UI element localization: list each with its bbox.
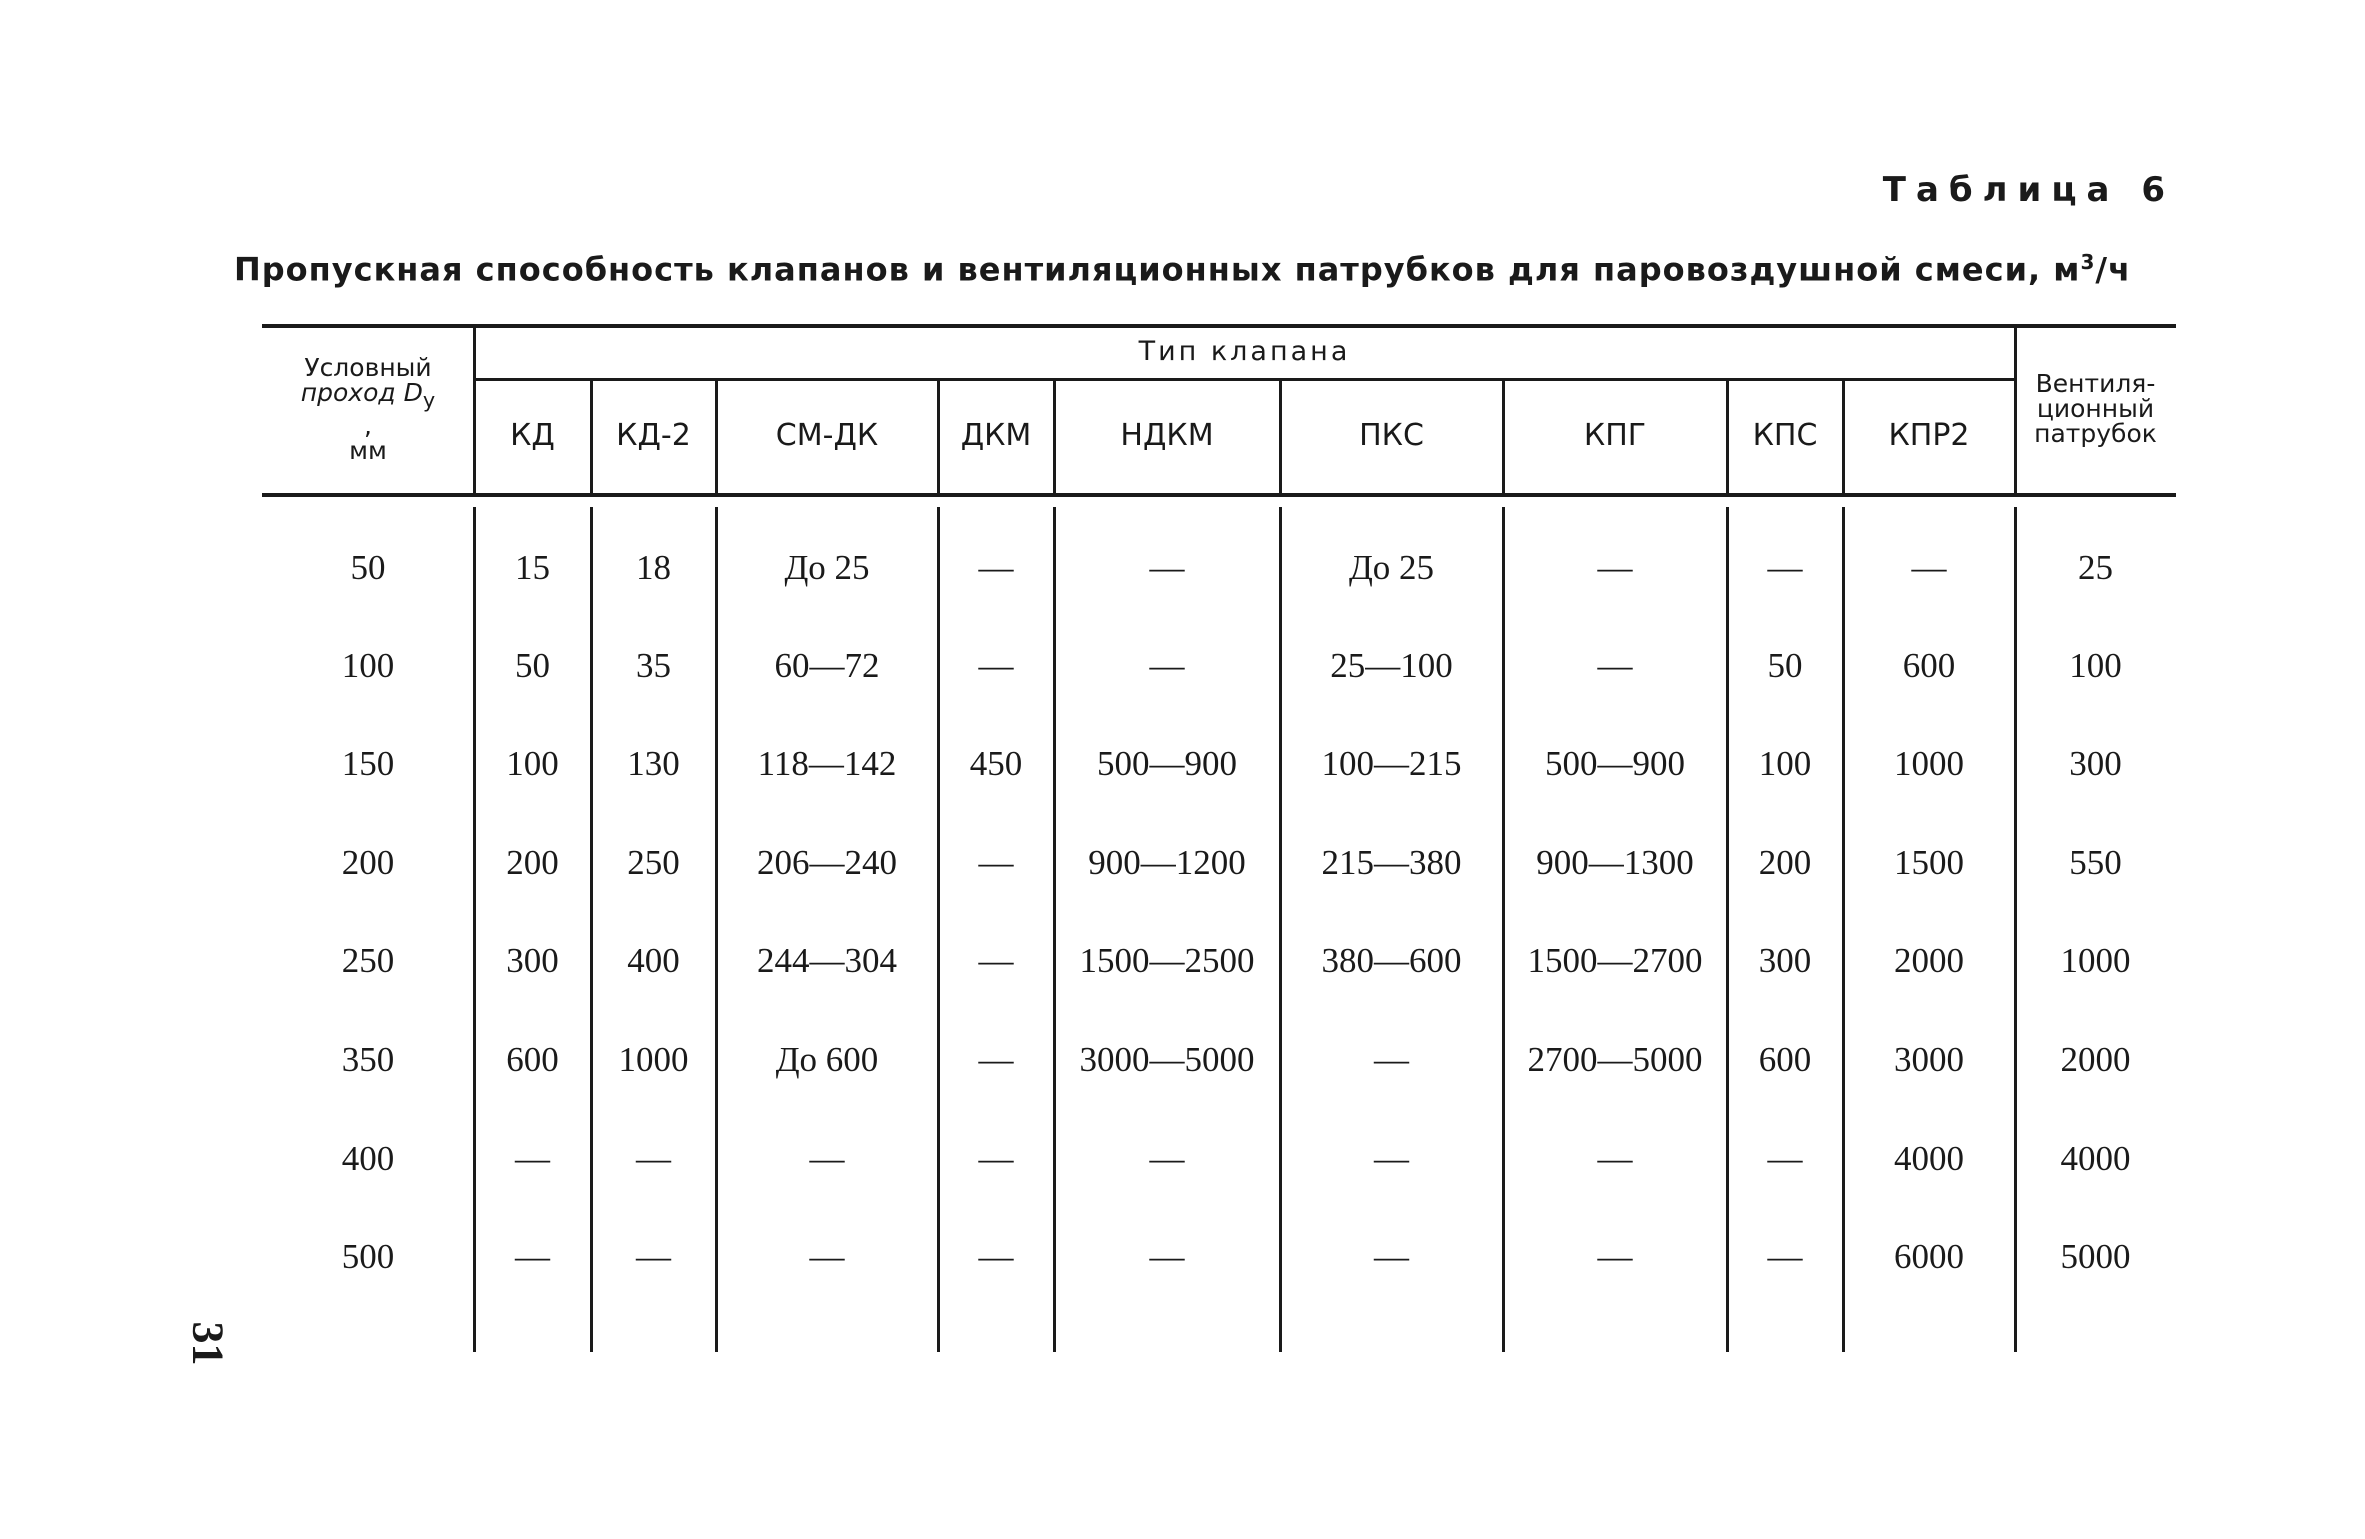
body-column-divider bbox=[715, 507, 718, 1352]
table-cell: — bbox=[978, 1040, 1014, 1079]
table-cell: 15 bbox=[515, 548, 550, 587]
table-cell: — bbox=[515, 1237, 550, 1276]
table-cell: 25—100 bbox=[1330, 646, 1453, 685]
table-cell: — bbox=[1597, 1139, 1633, 1178]
body-column-divider bbox=[473, 507, 476, 1352]
header-valve-2: КД-2 bbox=[616, 418, 691, 453]
header-valve-3: СМ-ДК bbox=[775, 418, 879, 453]
table-cell: — bbox=[1374, 1139, 1409, 1178]
table-cell: — bbox=[978, 941, 1014, 980]
table-cell: 600 bbox=[1758, 1040, 1812, 1079]
table-cell: — bbox=[1767, 1237, 1803, 1276]
header-nominal-bore-line3: мм bbox=[349, 435, 387, 465]
header-nominal-bore-subscript: у bbox=[422, 387, 436, 412]
header-valve-6: ПКС bbox=[1359, 418, 1424, 453]
table-cell: 380—600 bbox=[1321, 941, 1462, 980]
row-nominal-bore: 100 bbox=[341, 646, 395, 685]
header-nominal-bore-line2 bbox=[300, 377, 436, 440]
header-column-divider bbox=[2014, 324, 2017, 493]
table-cell: — bbox=[978, 646, 1014, 685]
body-column-divider bbox=[590, 507, 593, 1352]
row-vent-pipe: 2000 bbox=[2060, 1040, 2131, 1079]
table-cell: 100 bbox=[1758, 744, 1812, 783]
table-cell: 4000 bbox=[1894, 1139, 1964, 1178]
table-cell: — bbox=[809, 1237, 845, 1276]
header-column-divider bbox=[937, 378, 940, 493]
table-cell: 600 bbox=[1902, 646, 1956, 685]
header-vent-pipe-line1: Вентиля- bbox=[2035, 369, 2156, 398]
table-cell: 400 bbox=[627, 941, 680, 980]
table-cell: 60—72 bbox=[774, 646, 880, 685]
header-column-divider bbox=[1842, 378, 1845, 493]
header-nominal-bore-symbol: проход D bbox=[300, 377, 423, 407]
table-cell: — bbox=[1149, 1237, 1185, 1276]
table-cell: — bbox=[1149, 646, 1185, 685]
body-column-divider bbox=[937, 507, 940, 1352]
header-bottom-rule bbox=[262, 493, 2176, 497]
table-cell: — bbox=[1149, 548, 1185, 587]
header-nominal-bore bbox=[262, 324, 474, 493]
table-cell: 1000 bbox=[618, 1040, 689, 1079]
header-valve-8: КПС bbox=[1752, 418, 1818, 453]
table-cell: 100 bbox=[506, 744, 559, 783]
table-title-unit-tail: /ч bbox=[2095, 250, 2132, 289]
table-cell: 2700—5000 bbox=[1527, 1040, 1703, 1079]
table-cell: 200 bbox=[1758, 843, 1812, 882]
table-title bbox=[0, 250, 2365, 289]
table-cell: 100—215 bbox=[1321, 744, 1462, 783]
header-valve-9: КПР2 bbox=[1888, 418, 1970, 453]
table-cell: 6000 bbox=[1894, 1237, 1964, 1276]
table-cell: 900—1300 bbox=[1536, 843, 1694, 882]
header-column-divider bbox=[715, 378, 718, 493]
header-column-divider bbox=[1279, 378, 1282, 493]
table-cell: 50 bbox=[515, 646, 550, 685]
row-vent-pipe: 25 bbox=[2078, 548, 2113, 587]
body-column-divider bbox=[1842, 507, 1845, 1352]
table-cell: — bbox=[1767, 548, 1803, 587]
header-column-divider bbox=[473, 324, 476, 493]
table-cell: 300 bbox=[1758, 941, 1812, 980]
row-nominal-bore: 250 bbox=[341, 941, 395, 980]
header-valve-4: ДКМ bbox=[960, 418, 1032, 453]
table-cell: 2000 bbox=[1894, 941, 1964, 980]
table-cell: 3000 bbox=[1894, 1040, 1964, 1079]
table-cell: — bbox=[978, 843, 1014, 882]
body-column-divider bbox=[1502, 507, 1505, 1352]
table-cell: 18 bbox=[636, 548, 671, 587]
header-valve-1: КД bbox=[510, 418, 555, 453]
header-column-divider bbox=[1726, 378, 1729, 493]
table-cell: 35 bbox=[636, 646, 671, 685]
header-valve-5: НДКМ bbox=[1120, 418, 1214, 453]
header-vent-pipe-line3: патрубок bbox=[2034, 419, 2157, 448]
table-cell: 200 bbox=[506, 843, 559, 882]
table-cell: — bbox=[978, 1237, 1014, 1276]
table-cell: До 600 bbox=[775, 1040, 879, 1079]
header-nominal-bore-line1: Условный bbox=[304, 352, 432, 382]
table-cell: 1500—2700 bbox=[1527, 941, 1703, 980]
row-nominal-bore: 500 bbox=[341, 1237, 395, 1276]
row-nominal-bore: 350 bbox=[341, 1040, 395, 1079]
row-vent-pipe: 550 bbox=[2069, 843, 2122, 882]
row-vent-pipe: 100 bbox=[2069, 646, 2122, 685]
table-cell: — bbox=[978, 1139, 1014, 1178]
table-cell: 206—240 bbox=[757, 843, 897, 882]
table-cell: — bbox=[1597, 646, 1633, 685]
table-cell: 500—900 bbox=[1097, 744, 1237, 783]
table-title-unit-exponent: 3 bbox=[2080, 250, 2096, 274]
row-vent-pipe: 4000 bbox=[2060, 1139, 2131, 1178]
table-cell: 130 bbox=[627, 744, 680, 783]
row-nominal-bore: 50 bbox=[350, 548, 386, 587]
table-cell: — bbox=[1597, 548, 1633, 587]
row-vent-pipe: 300 bbox=[2069, 744, 2122, 783]
page-number: 31 bbox=[183, 1321, 233, 1366]
table-cell: — bbox=[1767, 1139, 1803, 1178]
table-cell: 600 bbox=[506, 1040, 559, 1079]
table-cell: — bbox=[809, 1139, 845, 1178]
table-cell: 500—900 bbox=[1545, 744, 1685, 783]
table-cell: 1000 bbox=[1894, 744, 1964, 783]
table-cell: До 25 bbox=[1348, 548, 1435, 587]
body-column-divider bbox=[1726, 507, 1729, 1352]
table-cell: 244—304 bbox=[757, 941, 897, 980]
table-number: Таблица 6 bbox=[1882, 170, 2175, 210]
header-column-divider bbox=[1053, 378, 1056, 493]
row-nominal-bore: 400 bbox=[341, 1139, 395, 1178]
table-cell: — bbox=[1374, 1237, 1409, 1276]
table-cell: 215—380 bbox=[1321, 843, 1462, 882]
table-cell: — bbox=[978, 548, 1014, 587]
header-column-divider bbox=[1502, 378, 1505, 493]
body-column-divider bbox=[1053, 507, 1056, 1352]
row-vent-pipe: 5000 bbox=[2060, 1237, 2131, 1276]
row-nominal-bore: 200 bbox=[341, 843, 395, 882]
table-title-text: Пропускная способность клапанов и вентиляционных патрубков для паровоздушной смеси, м bbox=[233, 250, 2081, 289]
header-vent-pipe-line2: ционный bbox=[2036, 394, 2155, 423]
table-cell: — bbox=[515, 1139, 550, 1178]
header-valve-7: КПГ bbox=[1583, 418, 1647, 453]
table-cell: 250 bbox=[627, 843, 680, 882]
body-column-divider bbox=[2014, 507, 2017, 1352]
table-cell: 1500 bbox=[1894, 843, 1964, 882]
table-cell: — bbox=[1911, 548, 1947, 587]
row-nominal-bore: 150 bbox=[341, 744, 395, 783]
header-nominal-bore-comma: , bbox=[364, 410, 372, 440]
table-cell: 300 bbox=[506, 941, 559, 980]
table-top-rule bbox=[262, 324, 2176, 328]
header-valve-type: Тип клапана bbox=[1138, 335, 1351, 367]
table-cell: 900—1200 bbox=[1088, 843, 1246, 882]
table-cell: — bbox=[636, 1139, 671, 1178]
table-cell: 50 bbox=[1767, 646, 1803, 685]
table-cell: — bbox=[1597, 1237, 1633, 1276]
table-cell: 3000—5000 bbox=[1079, 1040, 1255, 1079]
header-column-divider bbox=[590, 378, 593, 493]
body-column-divider bbox=[1279, 507, 1282, 1352]
table-cell: — bbox=[1374, 1040, 1409, 1079]
table-cell: 1500—2500 bbox=[1079, 941, 1255, 980]
table-cell: До 25 bbox=[784, 548, 870, 587]
table-cell: 118—142 bbox=[757, 744, 897, 783]
valve-type-rule bbox=[474, 378, 2015, 381]
table-cell: — bbox=[636, 1237, 671, 1276]
table-cell: 450 bbox=[969, 744, 1023, 783]
table-cell: — bbox=[1149, 1139, 1185, 1178]
header-vent-pipe bbox=[2015, 324, 2176, 493]
row-vent-pipe: 1000 bbox=[2060, 941, 2131, 980]
